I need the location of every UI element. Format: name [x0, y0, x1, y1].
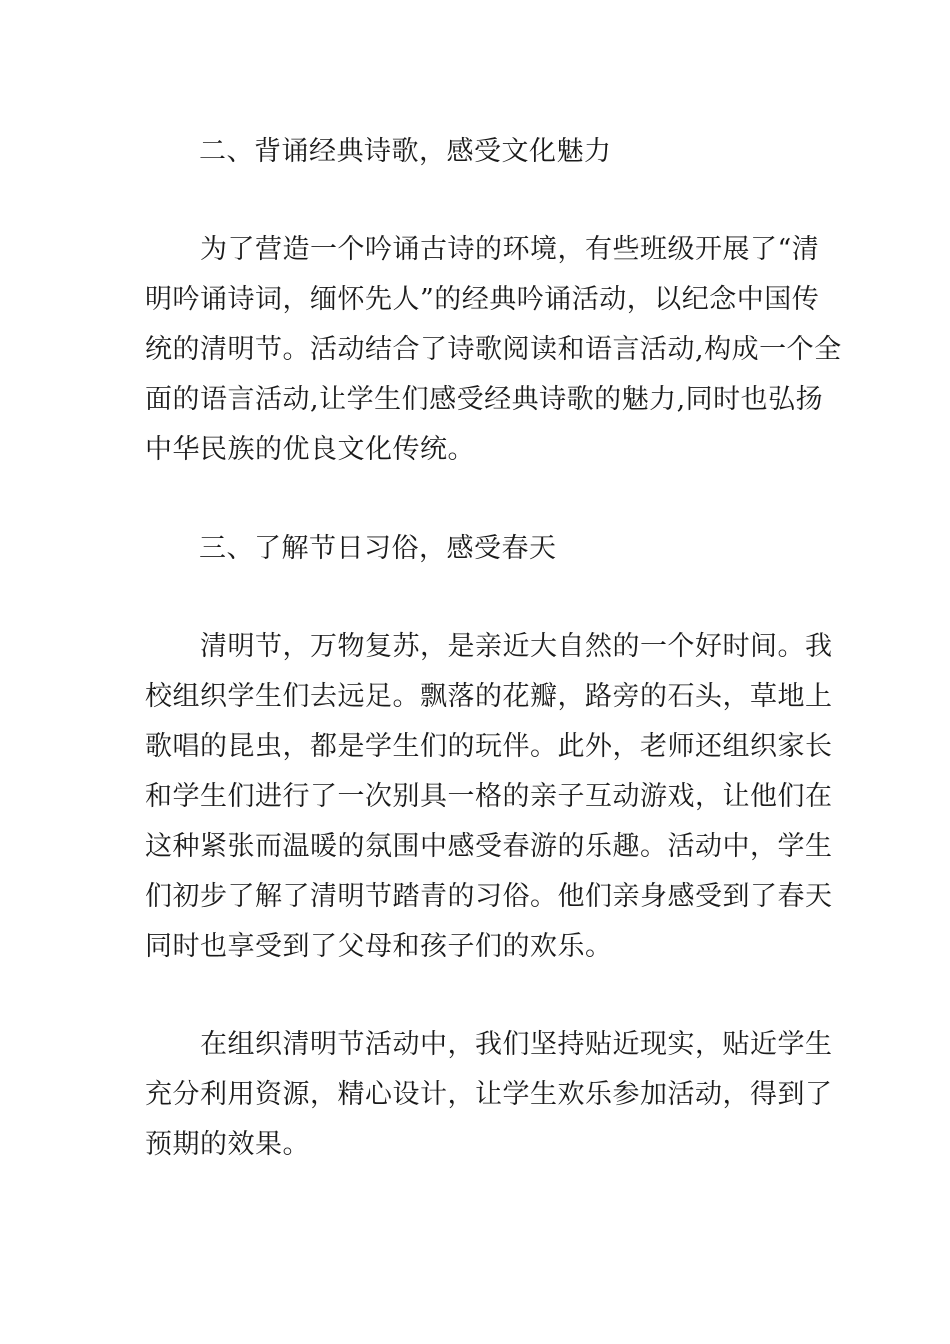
- paragraph-line: 同时也享受到了父母和孩子们的欢乐。: [145, 931, 613, 962]
- section-paragraph-3: [145, 622, 833, 972]
- paragraph-line: 预期的效果。: [145, 1129, 310, 1160]
- heading-text: 三、了解节日习俗，感受春天: [199, 533, 557, 564]
- paragraph-line: 统的清明节。活动结合了诗歌阅读和语言活动,构成一个全: [145, 334, 842, 365]
- paragraph-line: 歌唱的昆虫，都是学生们的玩伴。此外，老师还组织家长: [145, 731, 833, 762]
- conclusion-paragraph: [145, 1020, 833, 1170]
- paragraph-line: 在组织清明节活动中，我们坚持贴近现实，贴近学生: [145, 1029, 833, 1060]
- paragraph-line: 面的语言活动,让学生们感受经典诗歌的魅力,同时也弘扬: [145, 384, 824, 415]
- section-heading-2: [145, 127, 864, 177]
- paragraph-line: 校组织学生们去远足。飘落的花瓣，路旁的石头，草地上: [145, 681, 833, 712]
- paragraph-line: 明吟诵诗词，缅怀先人”的经典吟诵活动，以纪念中国传: [145, 284, 820, 315]
- paragraph-line: 和学生们进行了一次别具一格的亲子互动游戏，让他们在: [145, 781, 833, 812]
- paragraph-line: 们初步了解了清明节踏青的习俗。他们亲身感受到了春天: [145, 881, 833, 912]
- paragraph-line: 中华民族的优良文化传统。: [145, 434, 475, 465]
- section-paragraph-2: [145, 225, 842, 475]
- paragraph-line: 这种紧张而温暖的氛围中感受春游的乐趣。活动中，学生: [145, 831, 833, 862]
- heading-text: 二、背诵经典诗歌，感受文化魅力: [199, 136, 612, 167]
- paragraph-line: 为了营造一个吟诵古诗的环境，有些班级开展了“清: [145, 234, 820, 265]
- paragraph-line: 充分利用资源，精心设计，让学生欢乐参加活动，得到了: [145, 1079, 833, 1110]
- section-heading-3: [145, 524, 864, 574]
- paragraph-line: 清明节，万物复苏，是亲近大自然的一个好时间。我: [145, 631, 833, 662]
